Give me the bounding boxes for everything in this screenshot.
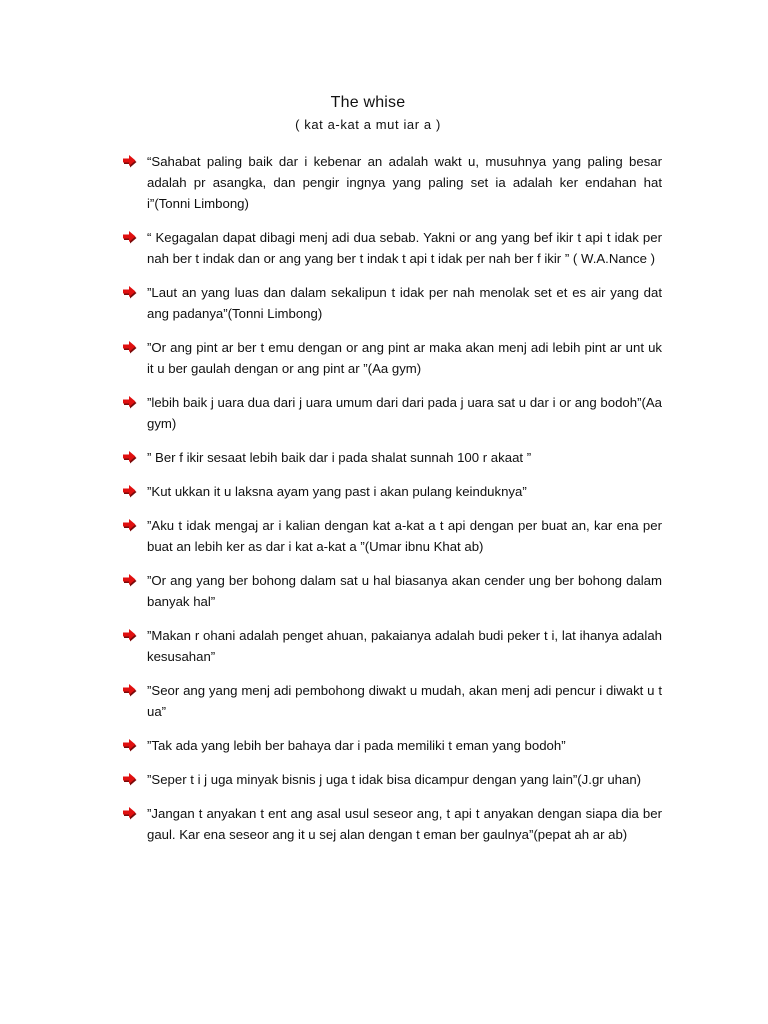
arrow-bullet-icon bbox=[122, 517, 138, 533]
quote-text: ”Seor ang yang menj adi pembohong diwakt u mudah, akan menj adi pencur i diwakt u t ua” bbox=[147, 683, 662, 719]
quote-text: ”Laut an yang luas dan dalam sekalipun t idak per nah menolak set et es air yang dat ang padanya”(Tonni Limbong) bbox=[147, 285, 662, 321]
quote-text: “ Kegagalan dapat dibagi menj adi dua sebab. Yakni or ang yang bef ikir t api t idak per nah ber t indak dan or ang yang ber t indak t api t idak per nah ber f ikir ” ( W.A.Nance ) bbox=[147, 230, 662, 266]
arrow-bullet-icon bbox=[122, 682, 138, 698]
quote-item bbox=[122, 392, 662, 434]
quote-item bbox=[122, 625, 662, 667]
quote-text: “Sahabat paling baik dar i kebenar an adalah wakt u, musuhnya yang paling besar adalah pr asangka, dan pengir ingnya yang paling set ia adalah ker endahan hat i”(Tonni Limbong) bbox=[147, 154, 662, 211]
quote-item bbox=[122, 481, 662, 502]
quote-text: ”Or ang yang ber bohong dalam sat u hal biasanya akan cender ung ber bohong dalam banyak hal” bbox=[147, 573, 662, 609]
quote-item bbox=[122, 151, 662, 214]
quote-text: ”lebih baik j uara dua dari j uara umum dari dari pada j uara sat u dar i or ang bodoh”(Aa gym) bbox=[147, 395, 662, 431]
arrow-bullet-icon bbox=[122, 572, 138, 588]
quote-item bbox=[122, 282, 662, 324]
quote-text: ” Ber f ikir sesaat lebih baik dar i pada shalat sunnah 100 r akaat ” bbox=[147, 450, 532, 465]
quote-text: ”Or ang pint ar ber t emu dengan or ang pint ar maka akan menj adi lebih pint ar unt uk it u ber gaulah dengan or ang pint ar ”(Aa gym) bbox=[147, 340, 662, 376]
arrow-bullet-icon bbox=[122, 483, 138, 499]
quote-list bbox=[122, 151, 662, 858]
quote-text: ”Kut ukkan it u laksna ayam yang past i akan pulang keinduknya” bbox=[147, 484, 527, 499]
quote-item bbox=[122, 515, 662, 557]
quote-item bbox=[122, 769, 662, 790]
arrow-bullet-icon bbox=[122, 737, 138, 753]
arrow-bullet-icon bbox=[122, 394, 138, 410]
arrow-bullet-icon bbox=[122, 229, 138, 245]
quote-item bbox=[122, 803, 662, 845]
quote-item bbox=[122, 337, 662, 379]
quote-text: ”Seper t i j uga minyak bisnis j uga t idak bisa dicampur dengan yang lain”(J.gr uhan) bbox=[147, 772, 642, 787]
quote-text: ”Jangan t anyakan t ent ang asal usul seseor ang, t api t anyakan dengan siapa dia ber gaul. Kar ena seseor ang it u sej alan dengan t eman ber gaulnya”(pepat ah ar ab) bbox=[147, 806, 662, 842]
arrow-bullet-icon bbox=[122, 339, 138, 355]
quote-text: ”Aku t idak mengaj ar i kalian dengan kat a-kat a t api dengan per buat an, kar ena per buat an lebih ker as dar i kat a-kat a ”(Umar ibnu Khat ab) bbox=[147, 518, 662, 554]
quote-item bbox=[122, 735, 662, 756]
arrow-bullet-icon bbox=[122, 771, 138, 787]
page-subtitle: ( kat a-kat a mut iar a ) bbox=[295, 117, 441, 132]
arrow-bullet-icon bbox=[122, 449, 138, 465]
quote-item bbox=[122, 447, 662, 468]
page-title: The whise bbox=[330, 94, 406, 111]
quote-item bbox=[122, 570, 662, 612]
quote-item bbox=[122, 680, 662, 722]
arrow-bullet-icon bbox=[122, 627, 138, 643]
quote-text: ”Makan r ohani adalah penget ahuan, pakaianya adalah budi peker t i, lat ihanya adalah kesusahan” bbox=[147, 628, 662, 664]
quote-text: ”Tak ada yang lebih ber bahaya dar i pada memiliki t eman yang bodoh” bbox=[147, 738, 566, 753]
arrow-bullet-icon bbox=[122, 805, 138, 821]
arrow-bullet-icon bbox=[122, 153, 138, 169]
quote-item bbox=[122, 227, 662, 269]
arrow-bullet-icon bbox=[122, 284, 138, 300]
